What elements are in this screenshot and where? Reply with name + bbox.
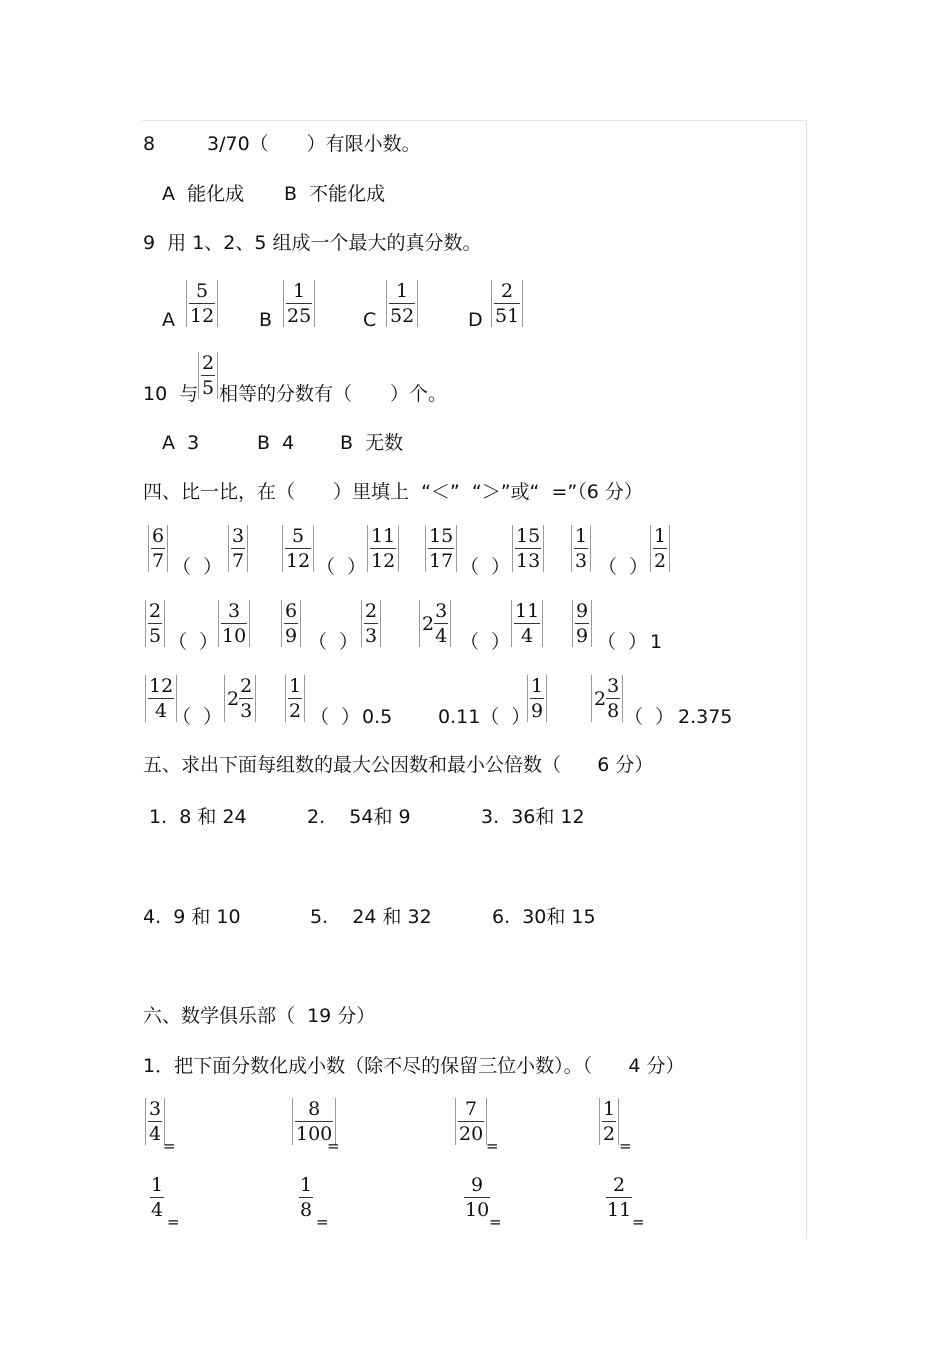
denominator: 4	[151, 1199, 164, 1221]
compare-fraction	[145, 600, 165, 647]
compare-fraction	[425, 525, 457, 572]
gcd-lcm-item: 6. 30和 15	[492, 906, 596, 928]
denominator: 2	[654, 550, 667, 572]
section-4-title: 四、比一比，在（ ）里填上 “＜” “＞”或“ =”（6 分）	[143, 481, 643, 503]
q8-text: 3/70（ ）有限小数。	[207, 133, 421, 155]
compare-paren: （ ）	[624, 706, 675, 728]
denominator: 10	[465, 1199, 490, 1221]
fraction-part	[239, 675, 253, 722]
denominator: 100	[296, 1123, 333, 1145]
convert-fraction	[464, 1174, 490, 1221]
numerator: 6	[285, 600, 298, 622]
compare-fraction	[218, 600, 250, 647]
denominator: 4	[149, 1123, 162, 1145]
numerator: 11	[515, 600, 540, 622]
numerator: 1	[603, 1098, 616, 1120]
compare-paren: （ ）	[172, 706, 223, 728]
compare-paren: （ ）	[168, 631, 219, 653]
numerator: 1	[300, 1174, 313, 1196]
q8-number: 8	[143, 133, 156, 155]
section-6-title: 六、数学俱乐部（ 19 分）	[143, 1005, 376, 1027]
numerator: 5	[292, 525, 305, 547]
q8-option-a: A 能化成	[162, 183, 245, 205]
q9-option-b-fraction	[283, 280, 315, 327]
denominator: 3	[240, 700, 253, 722]
denominator: 5	[149, 625, 162, 647]
gcd-lcm-item: 3. 36和 12	[481, 806, 585, 828]
section-6-question-1: 1．把下面分数化成小数（除不尽的保留三位小数）。（ 4 分）	[143, 1055, 685, 1077]
compare-fraction	[527, 675, 547, 722]
numerator: 11	[371, 525, 396, 547]
section-5-title: 五、求出下面每组数的最大公因数和最小公倍数（ 6 分）	[143, 754, 654, 776]
compare-fraction	[282, 525, 314, 572]
equals-sign: =	[486, 1137, 499, 1155]
compare-mixed-number	[591, 675, 623, 722]
convert-fraction	[606, 1174, 632, 1221]
numerator: 3	[607, 675, 620, 697]
numerator: 2	[149, 600, 162, 622]
denominator: 12	[286, 550, 311, 572]
q10-fraction	[198, 352, 218, 399]
compare-paren: （ ）	[460, 631, 511, 653]
denominator: 5	[202, 377, 215, 399]
denominator: 25	[287, 305, 312, 327]
denominator: 52	[390, 305, 415, 327]
q9-option-a-letter: A	[162, 309, 175, 331]
fraction-part	[434, 600, 448, 647]
numerator: 1	[293, 280, 306, 302]
denominator: 10	[222, 625, 247, 647]
compare-value: 1	[650, 631, 663, 653]
gcd-lcm-item: 2. 54和 9	[307, 806, 411, 828]
denominator: 51	[495, 305, 520, 327]
numerator: 15	[429, 525, 454, 547]
fraction-part	[606, 675, 620, 722]
numerator: 1	[575, 525, 588, 547]
compare-value: 2.375	[678, 706, 733, 728]
equals-sign: =	[632, 1213, 645, 1231]
numerator: 2	[202, 352, 215, 374]
q9-text: 9 用 1、2、5 组成一个最大的真分数。	[143, 232, 482, 254]
q10-option-a: A 3	[162, 432, 200, 454]
equals-sign: =	[316, 1213, 329, 1231]
denominator: 3	[575, 550, 588, 572]
compare-value: 0.5	[362, 706, 393, 728]
numerator: 1	[151, 1174, 164, 1196]
numerator: 3	[228, 600, 241, 622]
numerator: 3	[149, 1098, 162, 1120]
denominator: 13	[516, 550, 541, 572]
numerator: 2	[613, 1174, 626, 1196]
compare-fraction	[511, 600, 543, 647]
compare-paren: （ ）	[597, 631, 648, 653]
compare-fraction	[650, 525, 670, 572]
convert-fraction	[299, 1174, 313, 1221]
convert-fraction	[150, 1174, 164, 1221]
equals-sign: =	[327, 1137, 340, 1155]
compare-paren: （ ）	[460, 556, 511, 578]
denominator: 2	[289, 700, 302, 722]
compare-fraction	[148, 525, 168, 572]
denominator: 4	[435, 625, 448, 647]
compare-paren: （ ）	[172, 556, 223, 578]
q10-prefix: 10 与	[143, 383, 199, 405]
numerator: 3	[435, 600, 448, 622]
compare-value-with-paren: 0.11（ ）	[438, 706, 531, 728]
compare-fraction	[281, 600, 301, 647]
denominator: 9	[285, 625, 298, 647]
whole-part: 2	[594, 687, 607, 710]
q9-option-c-letter: C	[363, 309, 377, 331]
q8-option-b: B 不能化成	[284, 183, 386, 205]
compare-paren: （ ）	[308, 631, 359, 653]
q10-option-b: B 4	[257, 432, 295, 454]
equals-sign: =	[167, 1213, 180, 1231]
q10-option-c: B 无数	[340, 432, 404, 454]
q9-option-c-fraction	[386, 280, 418, 327]
compare-mixed-number	[419, 600, 451, 647]
convert-fraction	[599, 1098, 619, 1145]
compare-fraction	[361, 600, 381, 647]
denominator: 4	[521, 625, 534, 647]
numerator: 1	[654, 525, 667, 547]
numerator: 8	[308, 1098, 321, 1120]
q9-option-b-letter: B	[259, 309, 273, 331]
numerator: 1	[289, 675, 302, 697]
q9-option-a-fraction	[186, 280, 218, 327]
numerator: 9	[471, 1174, 484, 1196]
whole-part: 2	[227, 687, 240, 710]
gcd-lcm-item: 5. 24 和 32	[310, 906, 432, 928]
compare-paren: （ ）	[598, 556, 649, 578]
numerator: 15	[516, 525, 541, 547]
denominator: 7	[152, 550, 165, 572]
convert-fraction	[455, 1098, 487, 1145]
q9-option-d-letter: D	[468, 309, 483, 331]
denominator: 17	[429, 550, 454, 572]
equals-sign: =	[489, 1213, 502, 1231]
denominator: 9	[531, 700, 544, 722]
denominator: 9	[576, 625, 589, 647]
numerator: 12	[149, 675, 174, 697]
numerator: 3	[232, 525, 245, 547]
equals-sign: =	[163, 1137, 176, 1155]
denominator: 12	[371, 550, 396, 572]
compare-fraction	[285, 675, 305, 722]
compare-mixed-number	[224, 675, 256, 722]
denominator: 4	[155, 700, 168, 722]
denominator: 8	[300, 1199, 313, 1221]
denominator: 11	[607, 1199, 632, 1221]
numerator: 6	[152, 525, 165, 547]
denominator: 8	[607, 700, 620, 722]
numerator: 1	[531, 675, 544, 697]
gcd-lcm-item: 1. 8 和 24	[149, 806, 247, 828]
compare-fraction	[512, 525, 544, 572]
whole-part: 2	[422, 612, 435, 635]
compare-fraction	[367, 525, 399, 572]
numerator: 5	[196, 280, 209, 302]
denominator: 20	[459, 1123, 484, 1145]
numerator: 7	[465, 1098, 478, 1120]
numerator: 2	[365, 600, 378, 622]
compare-paren: （ ）	[316, 556, 367, 578]
compare-paren: （ ）	[310, 706, 361, 728]
q10-suffix: 相等的分数有（ ）个。	[219, 383, 448, 405]
denominator: 12	[190, 305, 215, 327]
numerator: 9	[576, 600, 589, 622]
compare-fraction	[572, 600, 592, 647]
numerator: 2	[240, 675, 253, 697]
q9-option-d-fraction	[491, 280, 523, 327]
equals-sign: =	[619, 1137, 632, 1155]
denominator: 2	[603, 1123, 616, 1145]
compare-fraction	[228, 525, 248, 572]
compare-fraction	[571, 525, 591, 572]
denominator: 3	[365, 625, 378, 647]
denominator: 7	[232, 550, 245, 572]
gcd-lcm-item: 4. 9 和 10	[143, 906, 241, 928]
numerator: 2	[501, 280, 514, 302]
numerator: 1	[396, 280, 409, 302]
